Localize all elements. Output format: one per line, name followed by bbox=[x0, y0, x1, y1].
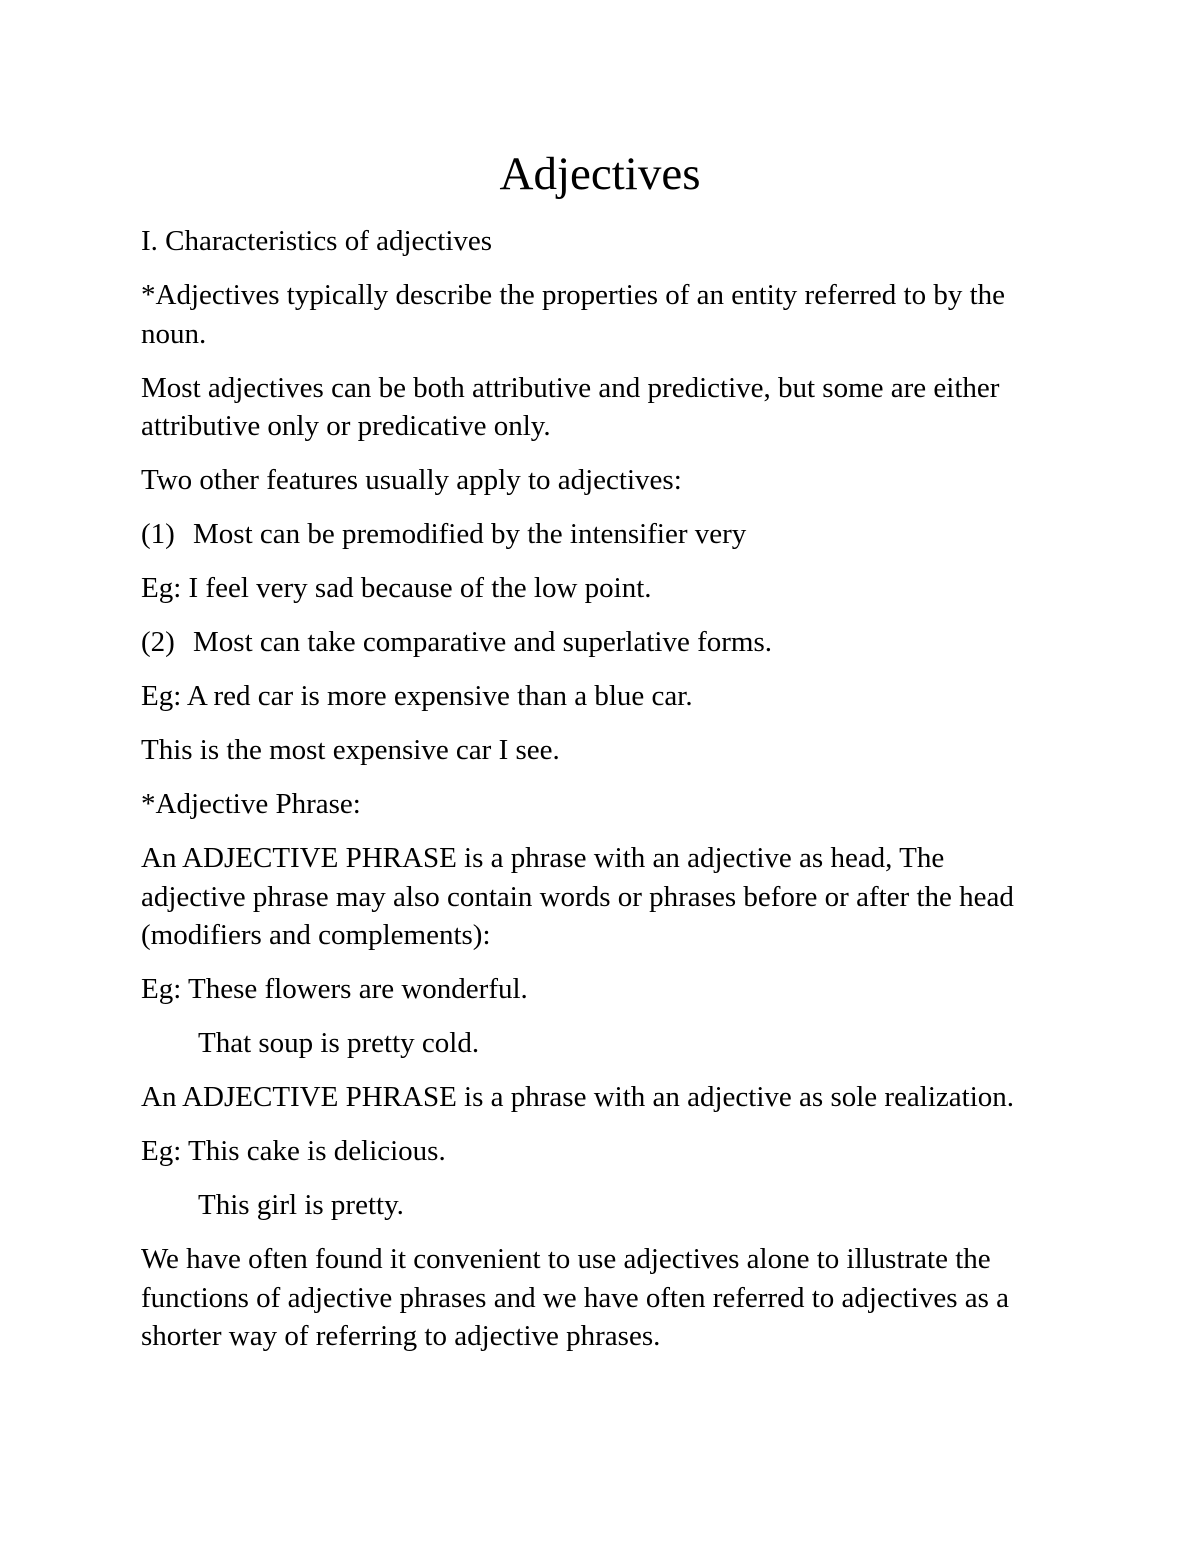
paragraph-attributive: Most adjectives can be both attributive and predictive, but some are either attributive only or predicative only. bbox=[141, 371, 1000, 442]
subsection-heading: *Adjective Phrase: bbox=[141, 788, 361, 820]
paragraph-closing: We have often found it convenient to use adjectives alone to illustrate the functions of adjective phrases and we have often referred to adjectives as a shorter way of referring to adjective phrases. bbox=[141, 1243, 1010, 1352]
example-line: Eg: I feel very sad because of the low point. bbox=[141, 572, 652, 604]
example-line: Eg: These flowers are wonderful. bbox=[141, 973, 528, 1005]
section-heading: I. Characteristics of adjectives bbox=[141, 225, 493, 257]
paragraph-phrase-definition: An ADJECTIVE PHRASE is a phrase with an adjective as head, The adjective phrase may also contain words or phrases before or after the head (modifiers and complements): bbox=[141, 842, 1014, 951]
document-title: Adjectives bbox=[499, 148, 701, 200]
example-line-indented: That soup is pretty cold. bbox=[198, 1027, 480, 1059]
list-item-1 bbox=[141, 515, 1046, 554]
paragraph-definition: *Adjectives typically describe the properties of an entity referred to by the noun. bbox=[141, 279, 1006, 350]
list-number: (1) bbox=[141, 518, 175, 550]
paragraph-phrase-sole: An ADJECTIVE PHRASE is a phrase with an adjective as sole realization. bbox=[141, 1081, 1015, 1113]
list-text: Most can take comparative and superlative forms. bbox=[193, 626, 772, 658]
document-body bbox=[141, 222, 1046, 1371]
example-line: Eg: This cake is delicious. bbox=[141, 1135, 446, 1167]
example-line-indented: This girl is pretty. bbox=[198, 1189, 404, 1221]
list-number: (2) bbox=[141, 626, 175, 658]
example-line: This is the most expensive car I see. bbox=[141, 734, 560, 766]
paragraph-features-intro: Two other features usually apply to adjectives: bbox=[141, 464, 682, 496]
list-text: Most can be premodified by the intensifier very bbox=[193, 518, 747, 550]
example-line: Eg: A red car is more expensive than a blue car. bbox=[141, 680, 693, 712]
list-item-2 bbox=[141, 623, 1046, 662]
